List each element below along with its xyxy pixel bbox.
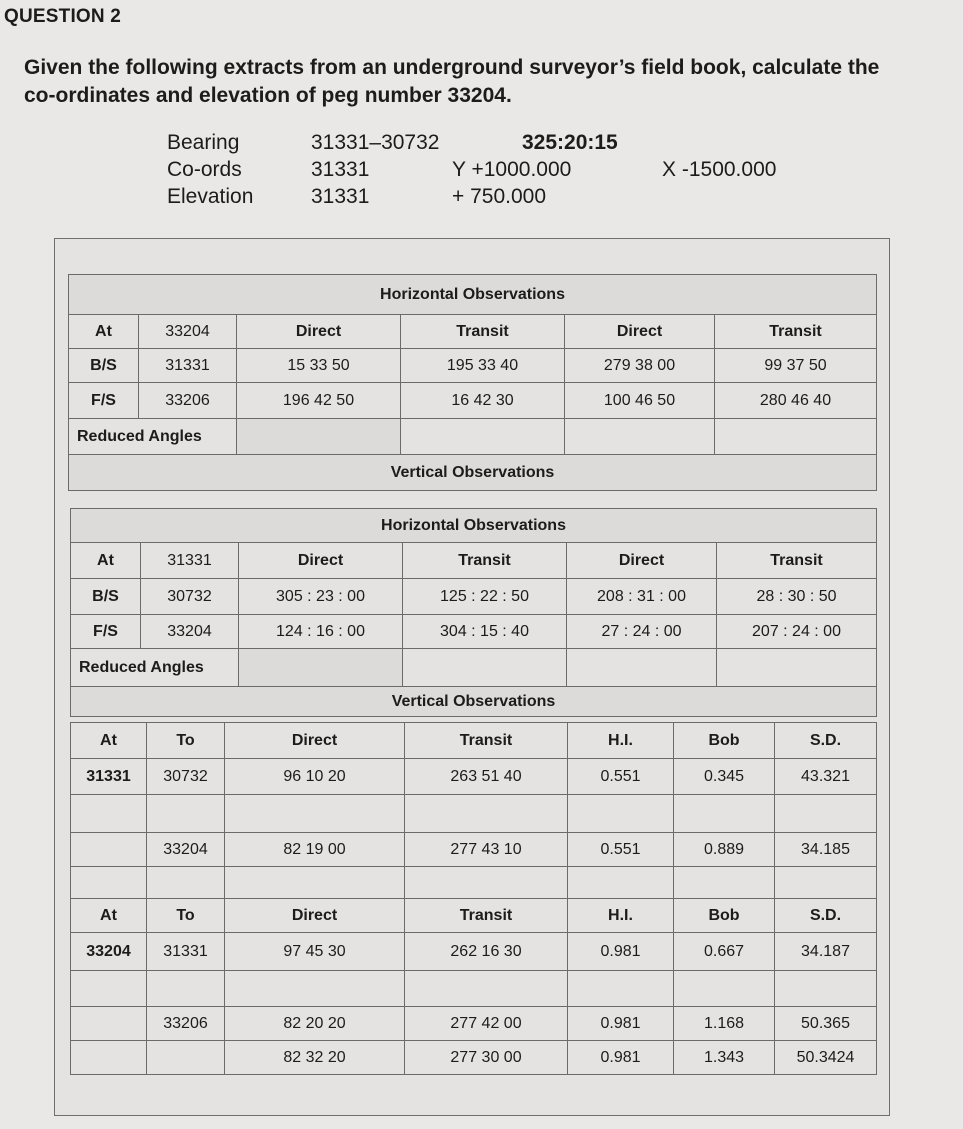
table-cell: 34.187 xyxy=(775,933,877,971)
row-label-bs: B/S xyxy=(71,579,141,615)
header-transit: Transit xyxy=(715,315,877,349)
question-text xyxy=(24,54,954,110)
elevation-value: + 750.000 xyxy=(452,185,547,208)
header-transit: Transit xyxy=(405,899,568,933)
table-cell: 304 : 15 : 40 xyxy=(403,615,567,649)
table-cell: 263 51 40 xyxy=(405,759,568,795)
table-cell: 1.168 xyxy=(674,1007,775,1041)
table-cell xyxy=(775,795,877,833)
table-cell: 31331 xyxy=(147,933,225,971)
question-text-line-1: Given the following extracts from an underground surveyor’s field book, calculate the xyxy=(24,56,880,79)
header-sd: S.D. xyxy=(775,899,877,933)
table-cell: 33206 xyxy=(139,383,237,419)
header-at: At xyxy=(69,315,139,349)
vertical-observations-heading: Vertical Observations xyxy=(69,455,877,491)
table-cell: 124 : 16 : 00 xyxy=(239,615,403,649)
table-cell: 1.343 xyxy=(674,1041,775,1075)
table-cell xyxy=(71,1007,147,1041)
table-cell xyxy=(401,419,565,455)
table-cell xyxy=(567,649,717,687)
header-at: At xyxy=(71,723,147,759)
table-cell: 125 : 22 : 50 xyxy=(403,579,567,615)
table-cell: 207 : 24 : 00 xyxy=(717,615,877,649)
bearing-label: Bearing xyxy=(167,131,240,154)
table-cell xyxy=(405,867,568,899)
table-cell: 33206 xyxy=(147,1007,225,1041)
table-cell: 277 43 10 xyxy=(405,833,568,867)
table-title: Horizontal Observations xyxy=(69,275,877,315)
table-cell: 208 : 31 : 00 xyxy=(567,579,717,615)
table-cell: 262 16 30 xyxy=(405,933,568,971)
table-cell: 0.981 xyxy=(568,1007,674,1041)
bearing-value: 325:20:15 xyxy=(522,131,618,154)
elevation-label: Elevation xyxy=(167,185,254,208)
table-cell xyxy=(147,867,225,899)
table-cell: 195 33 40 xyxy=(401,349,565,383)
row-label-bs: B/S xyxy=(69,349,139,383)
table-cell xyxy=(674,795,775,833)
table-cell xyxy=(237,419,401,455)
table-cell xyxy=(568,795,674,833)
table-cell: 0.981 xyxy=(568,1041,674,1075)
table-cell xyxy=(405,795,568,833)
table-cell: 27 : 24 : 00 xyxy=(567,615,717,649)
table-cell xyxy=(403,649,567,687)
table-cell: 43.321 xyxy=(775,759,877,795)
table-cell xyxy=(568,971,674,1007)
table-cell xyxy=(717,649,877,687)
header-hi: H.I. xyxy=(568,723,674,759)
header-to: To xyxy=(147,899,225,933)
question-title: QUESTION 2 xyxy=(4,6,122,27)
row-label-fs: F/S xyxy=(71,615,141,649)
header-at: At xyxy=(71,543,141,579)
table-cell: 33204 xyxy=(147,833,225,867)
coords-station: 31331 xyxy=(311,158,370,181)
table-cell: 50.3424 xyxy=(775,1041,877,1075)
table-cell: 279 38 00 xyxy=(565,349,715,383)
table-cell xyxy=(71,833,147,867)
table-cell xyxy=(715,419,877,455)
horizontal-observations-table-33204 xyxy=(68,274,877,491)
table-cell: 0.889 xyxy=(674,833,775,867)
table-cell: 0.551 xyxy=(568,759,674,795)
coords-label: Co-ords xyxy=(167,158,242,181)
header-direct: Direct xyxy=(225,899,405,933)
header-at: At xyxy=(71,899,147,933)
table-cell xyxy=(775,867,877,899)
table-cell: 50.365 xyxy=(775,1007,877,1041)
coords-y: Y +1000.000 xyxy=(452,158,572,181)
table-cell: 97 45 30 xyxy=(225,933,405,971)
horizontal-observations-table-31331 xyxy=(70,508,877,717)
header-bob: Bob xyxy=(674,899,775,933)
table-cell: 34.185 xyxy=(775,833,877,867)
table-cell: 0.981 xyxy=(568,933,674,971)
table-cell: 100 46 50 xyxy=(565,383,715,419)
table-cell: 96 10 20 xyxy=(225,759,405,795)
table-cell xyxy=(71,867,147,899)
table-cell: 82 19 00 xyxy=(225,833,405,867)
table-cell: 196 42 50 xyxy=(237,383,401,419)
header-direct: Direct xyxy=(565,315,715,349)
header-direct: Direct xyxy=(567,543,717,579)
table-cell xyxy=(674,971,775,1007)
vertical-observations-table xyxy=(70,722,877,1075)
header-direct: Direct xyxy=(237,315,401,349)
header-transit: Transit xyxy=(717,543,877,579)
table-cell xyxy=(405,971,568,1007)
coords-x: X -1500.000 xyxy=(662,158,777,181)
table-cell xyxy=(565,419,715,455)
table-cell xyxy=(239,649,403,687)
table-cell: 0.551 xyxy=(568,833,674,867)
table-cell: 305 : 23 : 00 xyxy=(239,579,403,615)
table-cell: 82 20 20 xyxy=(225,1007,405,1041)
table-cell xyxy=(71,971,147,1007)
table-cell: 31331 xyxy=(139,349,237,383)
table-cell: 33204 xyxy=(71,933,147,971)
table-cell: 277 30 00 xyxy=(405,1041,568,1075)
table-cell xyxy=(71,1041,147,1075)
header-direct: Direct xyxy=(239,543,403,579)
table-cell xyxy=(71,795,147,833)
table-cell xyxy=(674,867,775,899)
table-cell xyxy=(147,795,225,833)
table-cell: 280 46 40 xyxy=(715,383,877,419)
table-title: Horizontal Observations xyxy=(71,509,877,543)
header-transit: Transit xyxy=(403,543,567,579)
header-sd: S.D. xyxy=(775,723,877,759)
table-cell: 277 42 00 xyxy=(405,1007,568,1041)
table-cell: 30732 xyxy=(141,579,239,615)
header-to: To xyxy=(147,723,225,759)
table-cell: 82 32 20 xyxy=(225,1041,405,1075)
header-transit: Transit xyxy=(405,723,568,759)
table-cell xyxy=(225,971,405,1007)
table-cell: 33204 xyxy=(141,615,239,649)
header-direct: Direct xyxy=(225,723,405,759)
header-hi: H.I. xyxy=(568,899,674,933)
table-cell: 99 37 50 xyxy=(715,349,877,383)
table-cell xyxy=(147,971,225,1007)
elevation-station: 31331 xyxy=(311,185,370,208)
row-label-fs: F/S xyxy=(69,383,139,419)
header-bob: Bob xyxy=(674,723,775,759)
question-text-line-2: co-ordinates and elevation of peg number 33204. xyxy=(24,84,512,107)
table-cell: 0.345 xyxy=(674,759,775,795)
header-transit: Transit xyxy=(401,315,565,349)
row-label-reduced-angles: Reduced Angles xyxy=(69,419,237,455)
table-cell: 15 33 50 xyxy=(237,349,401,383)
table-cell: 16 42 30 xyxy=(401,383,565,419)
bearing-stations: 31331–30732 xyxy=(311,131,440,154)
table-cell xyxy=(225,795,405,833)
vertical-observations-heading: Vertical Observations xyxy=(71,687,877,717)
table-cell xyxy=(568,867,674,899)
table-cell xyxy=(775,971,877,1007)
table-cell xyxy=(225,867,405,899)
table-cell: 31331 xyxy=(71,759,147,795)
table-cell: 28 : 30 : 50 xyxy=(717,579,877,615)
header-station: 31331 xyxy=(141,543,239,579)
table-cell: 30732 xyxy=(147,759,225,795)
header-station: 33204 xyxy=(139,315,237,349)
row-label-reduced-angles: Reduced Angles xyxy=(71,649,239,687)
table-cell: 0.667 xyxy=(674,933,775,971)
table-cell xyxy=(147,1041,225,1075)
